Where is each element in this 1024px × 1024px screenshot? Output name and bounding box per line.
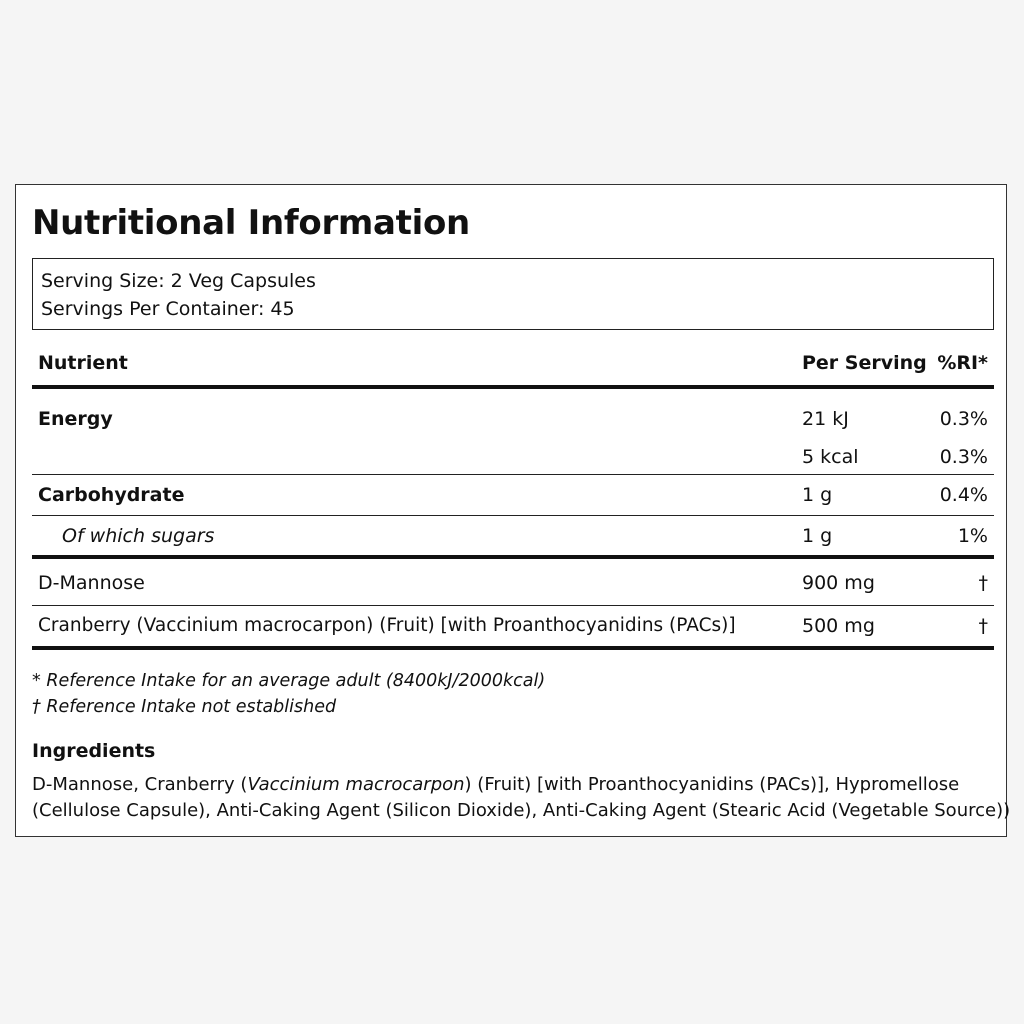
- servings-per-container: Servings Per Container: 45: [41, 298, 295, 320]
- ri-value: †: [978, 615, 988, 637]
- header-per-serving: Per Serving: [802, 352, 927, 374]
- nutrient-name: Of which sugars: [62, 525, 215, 547]
- footnotes: [32, 668, 545, 720]
- per-serving-value: 1 g: [802, 525, 833, 547]
- ingredients-line-2: (Cellulose Capsule), Anti-Caking Agent (Silicon Dioxide), Anti-Caking Agent (Stearic Acid (Vegetable Source)): [32, 800, 1011, 821]
- header-ri: %RI*: [937, 352, 988, 374]
- nutrition-panel: [15, 184, 1011, 837]
- table-row: [32, 429, 994, 475]
- nutrient-name: Carbohydrate: [38, 484, 185, 506]
- ingredients-text-part: D-Mannose, Cranberry (: [32, 774, 248, 795]
- nutrient-name: Energy: [38, 408, 113, 430]
- per-serving-value: 5 kcal: [802, 446, 859, 468]
- ri-value: 0.3%: [939, 446, 988, 468]
- ri-value: 0.4%: [939, 484, 988, 506]
- footnote-ri: * Reference Intake for an average adult (8400kJ/2000kcal): [32, 671, 546, 691]
- ingredients-title: Ingredients: [32, 740, 156, 762]
- nutrient-name: Cranberry (Vaccinium macrocarpon) (Fruit) [with Proanthocyanidins (PACs)]: [38, 615, 736, 636]
- table-header: [32, 345, 994, 389]
- per-serving-value: 900 mg: [802, 572, 875, 594]
- ingredients-line-1: [32, 772, 994, 798]
- table-row: [32, 389, 994, 429]
- per-serving-value: 21 kJ: [802, 408, 849, 430]
- per-serving-value: 500 mg: [802, 615, 875, 637]
- table-row: [32, 606, 994, 650]
- nutrient-name: D-Mannose: [38, 572, 145, 594]
- ri-value: 0.3%: [939, 408, 988, 430]
- ingredients-latin-name: Vaccinium macrocarpon: [247, 774, 465, 795]
- table-row: [32, 516, 994, 559]
- per-serving-value: 1 g: [802, 484, 833, 506]
- serving-info-box: [32, 258, 994, 330]
- header-nutrient: Nutrient: [38, 352, 128, 374]
- ri-value: †: [978, 572, 988, 594]
- table-row: [32, 559, 994, 606]
- ingredients-text: [32, 772, 1011, 824]
- footnote-not-established: † Reference Intake not established: [32, 697, 337, 717]
- nutrition-table: [32, 345, 994, 650]
- table-row: [32, 475, 994, 516]
- ri-value: 1%: [957, 525, 988, 547]
- page-title: Nutritional Information: [32, 203, 470, 243]
- serving-size: Serving Size: 2 Veg Capsules: [41, 270, 316, 292]
- ingredients-text-part: ) (Fruit) [with Proanthocyanidins (PACs)], Hypromellose: [464, 774, 960, 795]
